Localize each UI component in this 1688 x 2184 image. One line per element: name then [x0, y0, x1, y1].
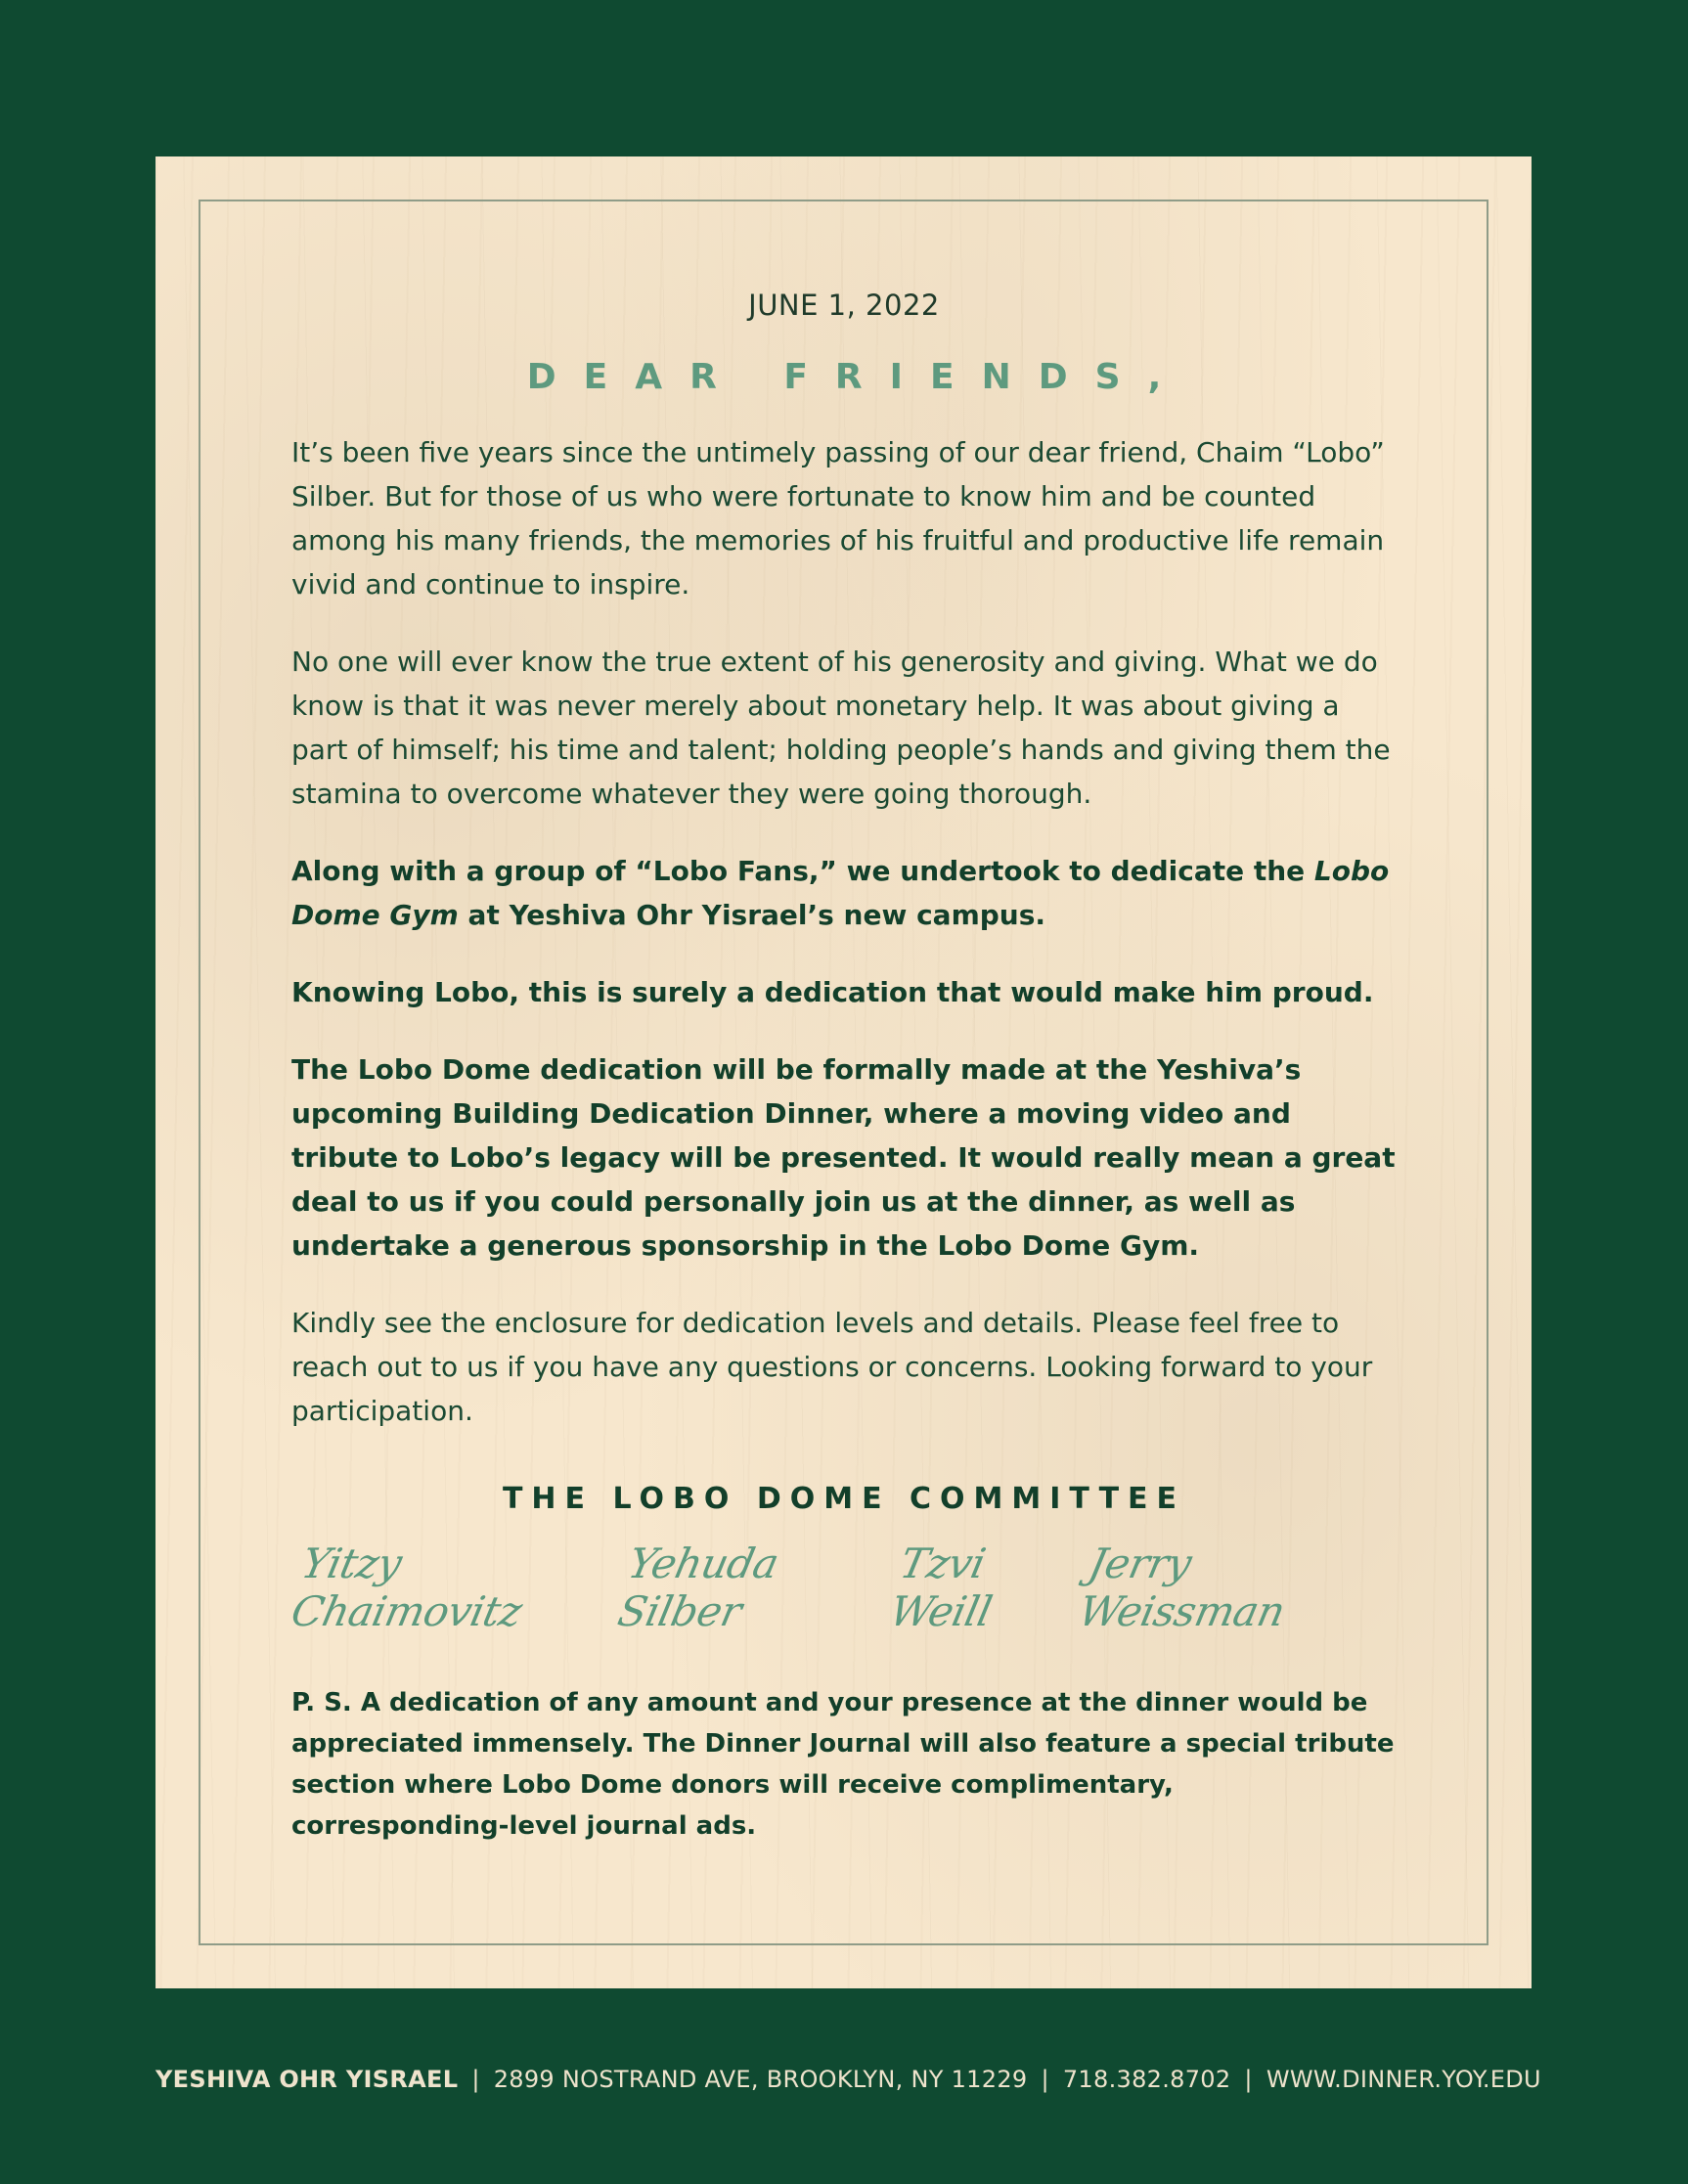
footer-separator: | — [1244, 2066, 1253, 2093]
signature: Yehuda Silber — [613, 1539, 783, 1635]
signature-row — [287, 1539, 1397, 1635]
paragraph-4: Knowing Lobo, this is surely a dedication that would make him proud. — [291, 976, 1374, 1008]
paragraph-5: The Lobo Dome dedication will be formally made at the Yeshiva’s upcoming Building Dedication Dinner, where a moving video and tribute to Lobo’s legacy will be presented. It would really mean a great deal to us if you could personally join us at the dinner, as well as undertake a generous sponsorship in the Lobo Dome Gym. — [291, 1053, 1396, 1262]
signature: Jerry Weissman — [1074, 1539, 1290, 1635]
footer-organization: YESHIVA OHR YISRAEL — [155, 2066, 459, 2093]
postscript: P. S. A dedication of any amount and your presence at the dinner would be appreciated immensely. The Dinner Journal will also feature a special tribute section where Lobo Dome donors will receive complimentary, corresponding-level journal ads. — [291, 1688, 1395, 1841]
paragraph-6: Kindly see the enclosure for dedication levels and details. Please feel free to reach out to us if you have any questions or concerns. Looking forward to your participation. — [291, 1307, 1373, 1427]
footer-website-link[interactable]: WWW.DINNER.YOY.EDU — [1266, 2066, 1541, 2093]
letter-paper — [155, 156, 1532, 1988]
footer-separator: | — [1041, 2066, 1049, 2093]
letter-greeting: DEAR FRIENDS, — [526, 357, 1189, 397]
paragraph-3-after: at Yeshiva Ohr Yisrael’s new campus. — [458, 899, 1046, 931]
footer-phone: 718.382.8702 — [1062, 2066, 1231, 2093]
footer-address: 2899 NOSTRAND AVE, BROOKLYN, NY 11229 — [493, 2066, 1028, 2093]
committee-title: THE LOBO DOME COMMITTEE — [502, 1482, 1186, 1516]
footer-contact-line — [155, 2066, 1541, 2093]
paragraph-3-italic: Lobo Dome Gym — [291, 855, 1390, 931]
paragraph-1: It’s been five years since the untimely passing of our dear friend, Chaim “Lobo” Silber. But for those of us who were fortunate to know him and be counted among his many friends, the memories of his fruitful and productive life remain vivid and continue to inspire. — [291, 436, 1385, 601]
letter-content — [287, 289, 1397, 1872]
paragraph-2: No one will ever know the true extent of his generosity and giving. What we do know is that it was never merely about monetary help. It was about giving a part of himself; his time and talent; holding people’s hands and giving them the stamina to overcome whatever they were going thorough. — [291, 646, 1391, 810]
paragraph-3 — [291, 849, 1397, 937]
paragraph-3-before: Along with a group of “Lobo Fans,” we undertook to dedicate the — [291, 855, 1314, 887]
signature: Yitzy Chaimovitz — [287, 1539, 526, 1635]
signature: Tzvi Weill — [886, 1539, 997, 1635]
letter-date: JUNE 1, 2022 — [748, 289, 940, 322]
footer-separator: | — [471, 2066, 480, 2093]
